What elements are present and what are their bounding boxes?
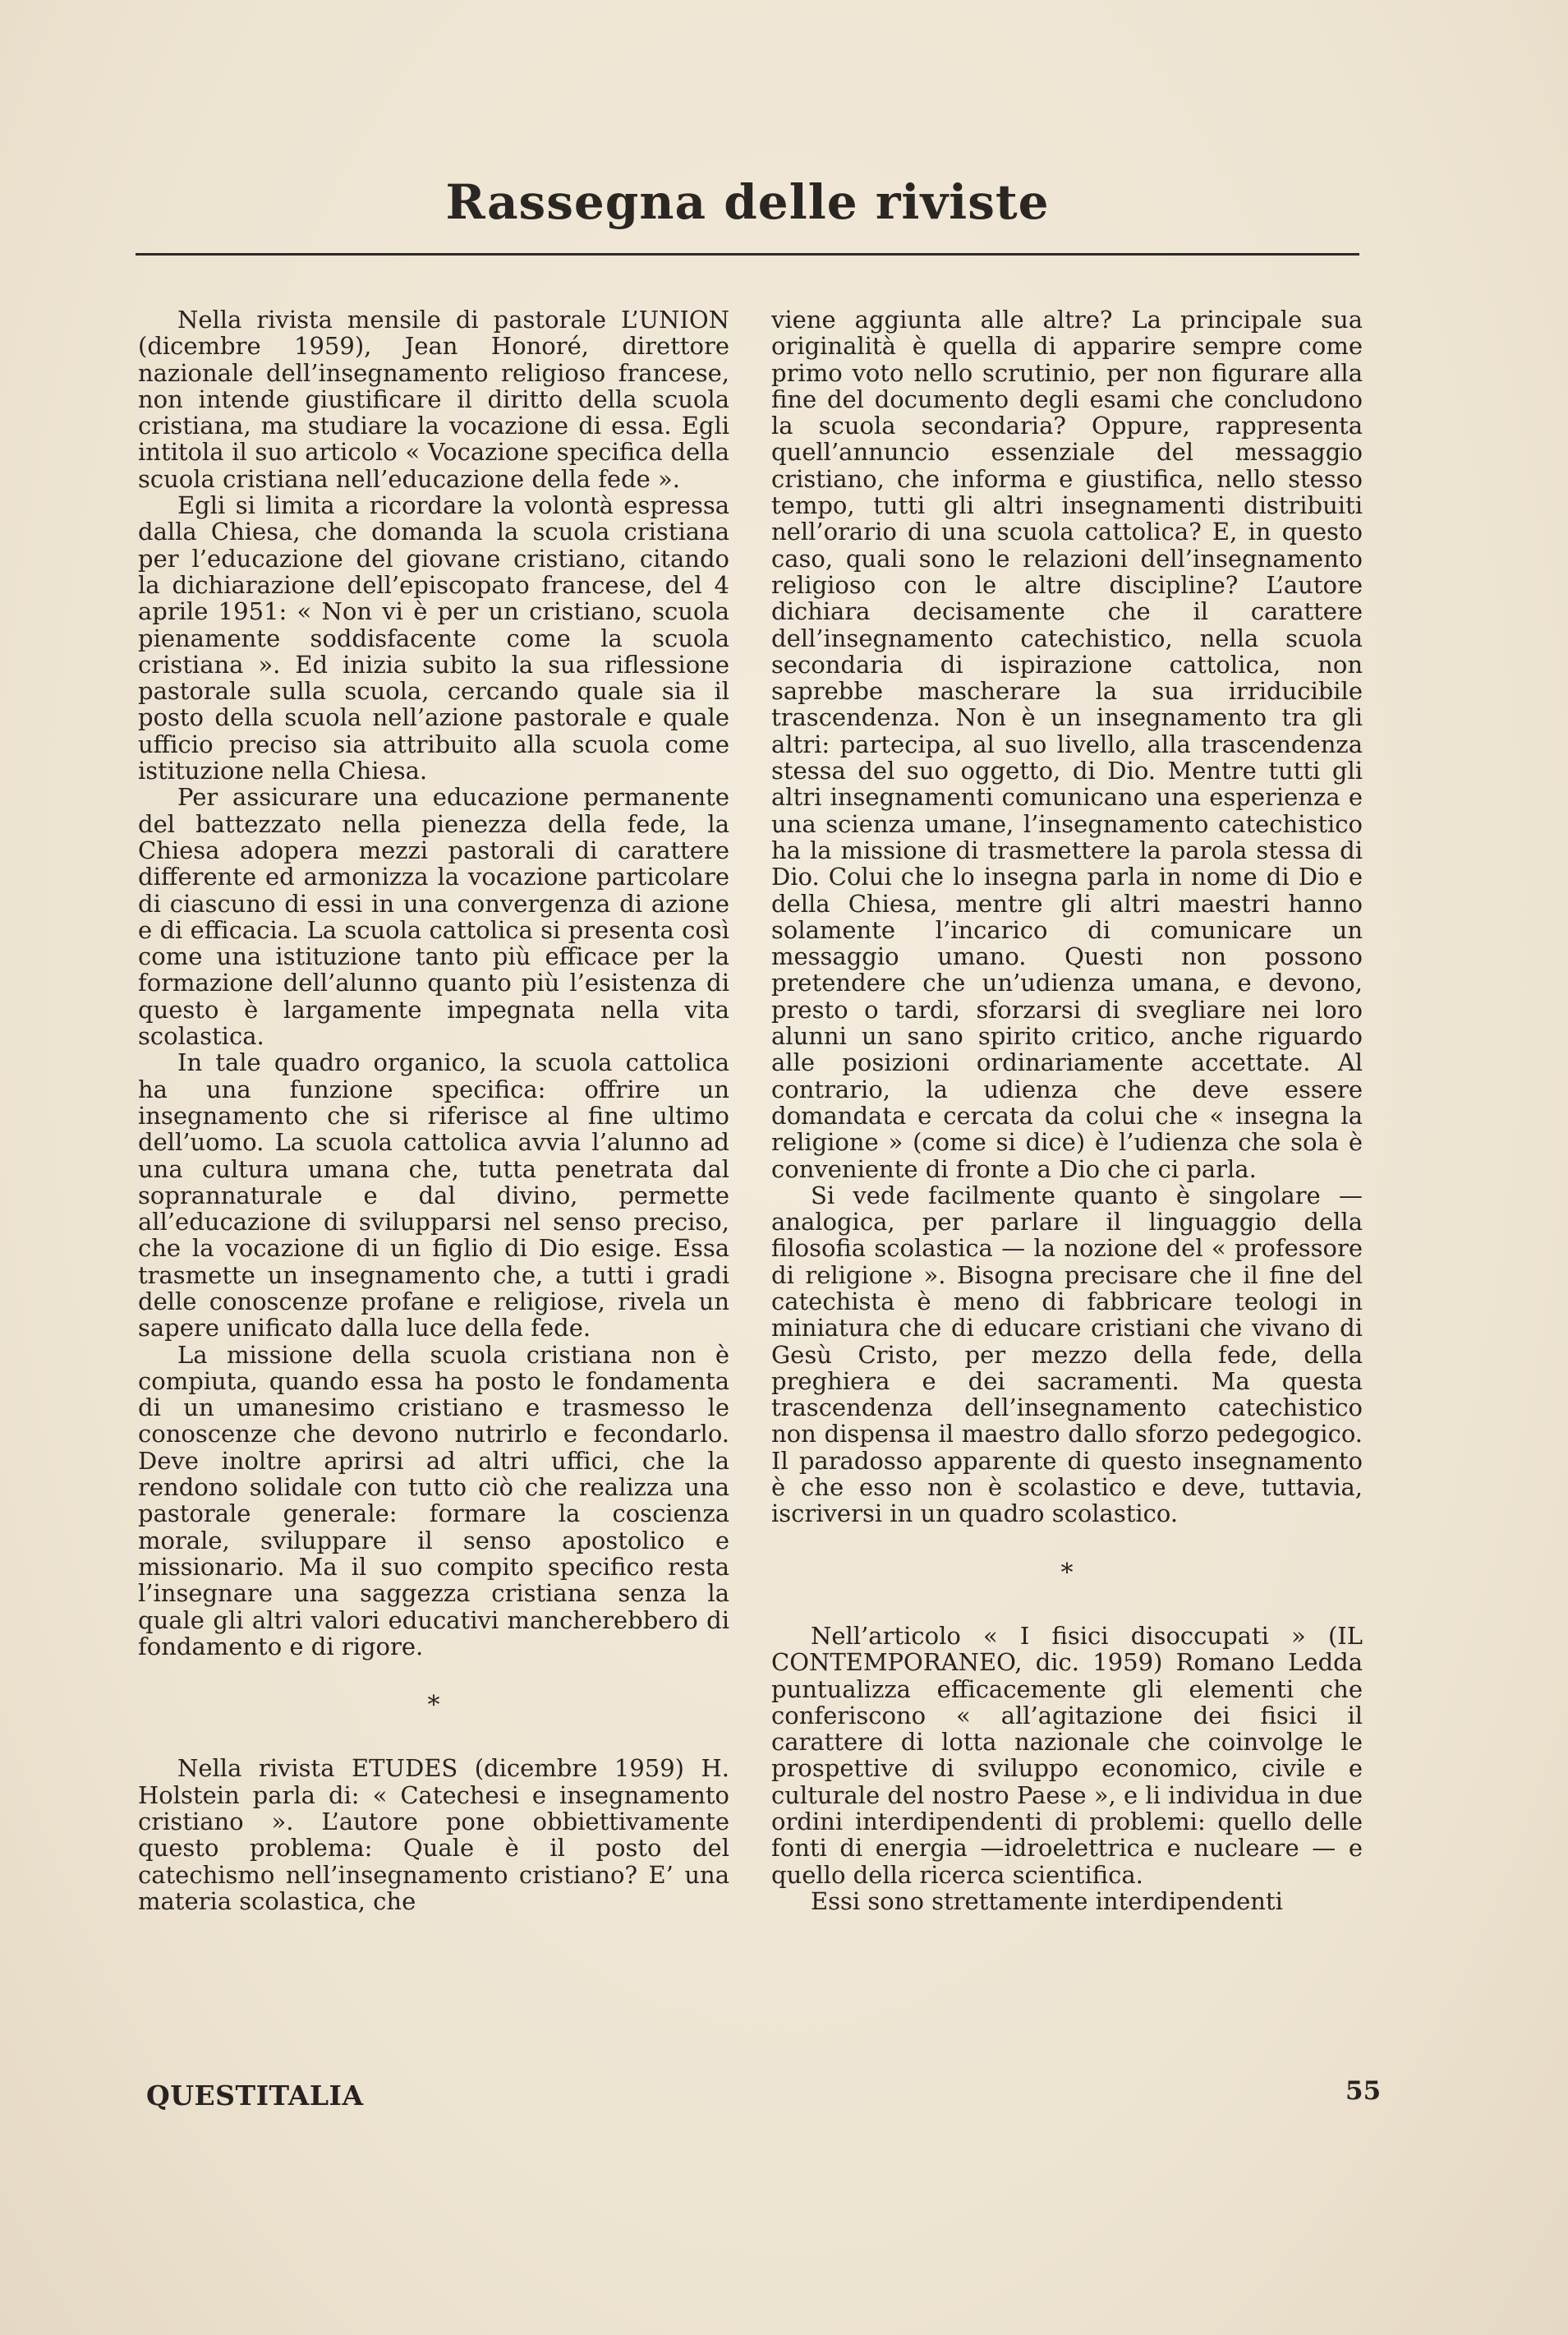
page-number: 55 [1345, 2076, 1382, 2106]
page-title: Rassegna delle riviste [445, 174, 1050, 230]
paragraph: viene aggiunta alle altre? La principale sua originalità è quella di apparire sempre come primo voto nello scrutinio, per non figurare alla fine del documento degli esami che concludono la scuola secondaria? Oppure, rappresenta quell’annuncio essenziale del messaggio cristiano, che informa e giustifica, nello stesso tempo, tutti gli altri insegnamenti distribuiti nell’orario di una scuola cattolica? E, in questo caso, quali sono le relazioni dell’insegnamento religioso con le altre discipline? L’autore dichiara decisamente che il carattere dell’insegnamento catechistico, nella scuola secondaria di ispirazione cattolica, non saprebbe mascherare la sua irriducibile trascendenza. Non è un insegnamento tra gli altri: partecipa, al suo livello, alla trascendenza stessa del suo oggetto, di Dio. Mentre tutti gli altri insegnamenti comunicano una esperienza e una scienza umane, l’insegnamento catechistico ha la missione di trasmettere la parola stessa di Dio. Colui che lo insegna parla in nome di Dio e della Chiesa, mentre gli altri maestri hanno solamente l’incarico di comunicare un messaggio umano. Questi non possono pretendere che un’udienza umana, e devono, presto o tardi, sforzarsi di svegliare nei loro alunni un sano spirito critico, anche riguardo alle posizioni ordinariamente accettate. Al contrario, la udienza che deve essere domandata e cercata da colui che « insegna la religione » (come si dice) è l’udienza che sola è conveniente di fronte a Dio che ci parla. [771, 306, 1363, 1183]
paragraph: Nella rivista mensile di pastorale L’UNION (dicembre 1959), Jean Honoré, direttore nazionale dell’insegnamento religioso francese, non intende giustificare il diritto della scuola cristiana, ma studiare la vocazione di essa. Egli intitola il suo articolo « Vocazione specifica della scuola cristiana nell’educazione della fede ». [138, 306, 729, 493]
right-column [771, 306, 1363, 1914]
paragraph: Egli si limita a ricordare la volontà espressa dalla Chiesa, che domanda la scuola cristiana per l’educazione del giovane cristiano, citando la dichiarazione dell’episcopato francese, del 4 aprile 1951: « Non vi è per un cristiano, scuola pienamente soddisfacente come la scuola cristiana ». Ed inizia subito la sua riflessione pastorale sulla scuola, cercando quale sia il posto della scuola nell’azione pastorale e quale ufficio preciso sia attribuito alla scuola come istituzione nella Chiesa. [138, 491, 729, 785]
paragraph: Si vede facilmente quanto è singolare — analogica, per parlare il linguaggio della filosofia scolastica — la nozione del « professore di religione ». Bisogna precisare che il fine del catechista è meno di fabbricare teologi in miniatura che di educare cristiani che vivano di Gesù Cristo, per mezzo della fede, della preghiera e dei sacramenti. Ma questa trascendenza dell’insegnamento catechistico non dispensa il maestro dallo sforzo pedegogico. Il paradosso apparente di questo insegnamento è che esso non è scolastico e deve, tuttavia, iscriversi in un quadro scolastico. [771, 1181, 1363, 1528]
section-separator: * [427, 1691, 440, 1720]
paragraph: Essi sono strettamente interdipendenti [811, 1886, 1283, 1915]
paragraph: La missione della scuola cristiana non è compiuta, quando essa ha posto le fondamenta di un umanesimo cristiano e trasmesso le conoscenze che devono nutrirlo e fecondarlo. Deve inoltre aprirsi ad altri uffici, che la rendono solidale con tutto ciò che realizza una pastorale generale: formare la coscienza morale, sviluppare il senso apostolico e missionario. Ma il suo compito specifico resta l’insegnare una saggezza cristiana senza la quale gli altri valori educativi mancherebbero di fondamento e di rigore. [138, 1340, 729, 1660]
title-rule [136, 253, 1359, 256]
journal-name: QUESTITALIA [146, 2079, 364, 2112]
section-separator: * [1060, 1558, 1074, 1587]
paragraph: Per assicurare una educazione permanente del battezzato nella pienezza della fede, la Chiesa adopera mezzi pastorali di carattere differente ed armonizza la vocazione particolare di ciascuno di essi in una convergenza di azione e di efficacia. La scuola cattolica si presenta così come una istituzione tanto più efficace per la formazione dell’alunno quanto più l’esistenza di questo è largamente impegnata nella vita scolastica. [138, 783, 729, 1051]
paragraph: In tale quadro organico, la scuola cattolica ha una funzione specifica: offrire un insegnamento che si riferisce al fine ultimo dell’uomo. La scuola cattolica avvia l’alunno ad una cultura umana che, tutta penetrata dal soprannaturale e dal divino, permette all’educazione di svilupparsi nel senso preciso, che la vocazione di un figlio di Dio esige. Essa trasmette un insegnamento che, a tutti i gradi delle conoscenze profane e religiose, rivela un sapere unificato dalla luce della fede. [138, 1048, 729, 1343]
paragraph: Nella rivista ETUDES (dicembre 1959) H. Holstein parla di: « Catechesi e insegnamento cristiano ». L’autore pone obbiettivamente questo problema: Quale è il posto del catechismo nell’insegnamento cristiano? E’ una materia scolastica, che [138, 1754, 729, 1915]
paragraph: Nell’articolo « I fisici disoccupati » (IL CONTEMPORANEO, dic. 1959) Romano Ledda puntualizza efficacemente gli elementi che conferiscono « all’agitazione dei fisici il carattere di lotta nazionale che coinvolge le prospettive di sviluppo economico, civile e culturale del nostro Paese », e li individua in due ordini interdipendenti di problemi: quello delle fonti di energia —idroelettrica e nucleare — e quello della ricerca scientifica. [771, 1621, 1363, 1889]
left-column [138, 306, 729, 1914]
